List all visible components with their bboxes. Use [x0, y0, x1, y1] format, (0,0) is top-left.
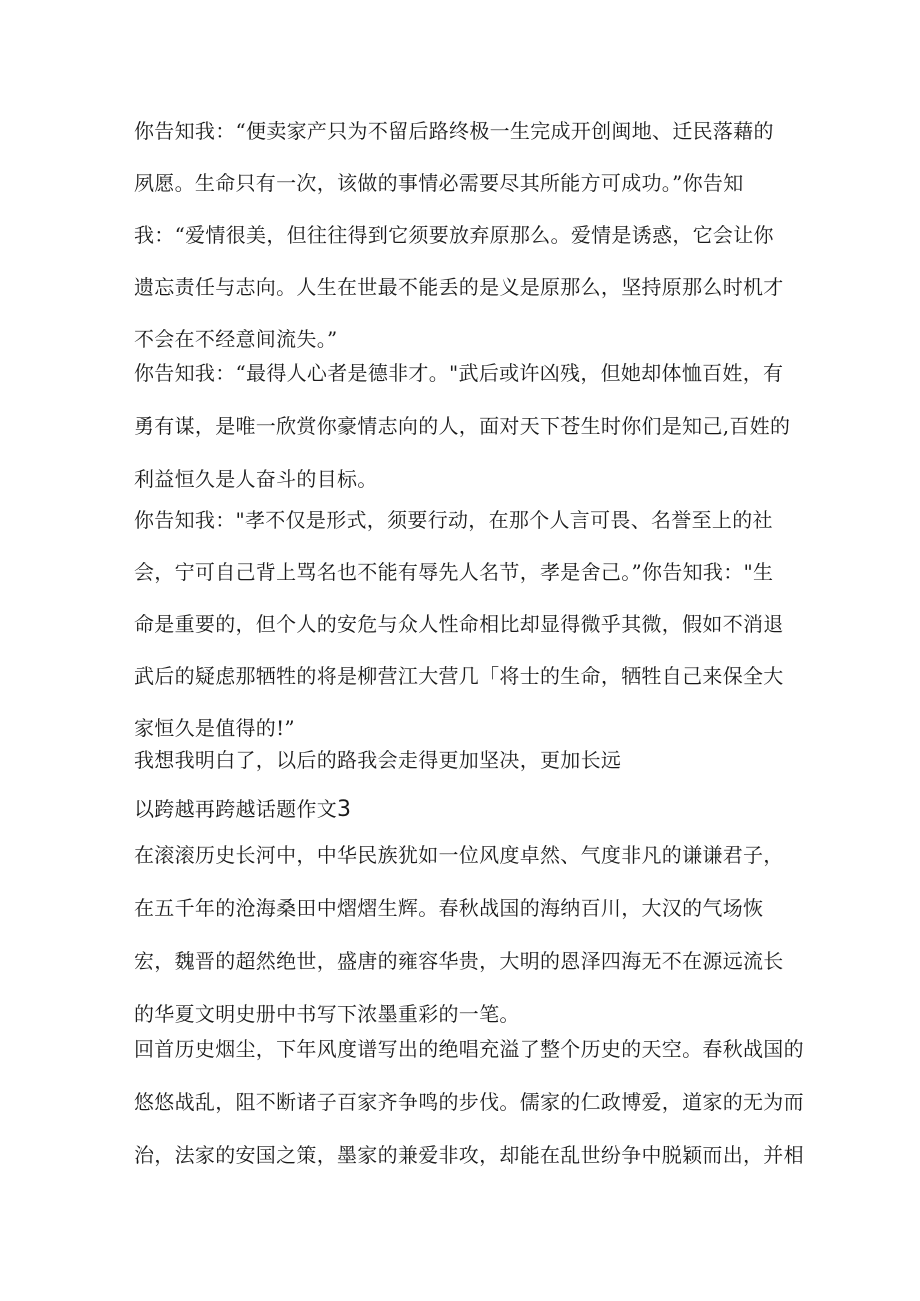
paragraph-4	[134, 742, 794, 778]
text-line: 武后的疑虑那牺牲的将是柳营江大营几「将士的生命，牺牲自己来保全大	[134, 664, 784, 688]
text-line: 我：“爱情很美，但往往得到它须要放弃原那么。爱情是诱惑，它会让你	[134, 223, 774, 247]
text-line: 治，法家的安国之策，墨家的兼爱非攻，却能在乱世纷争中脱颖而出，并相	[134, 1143, 804, 1167]
text-line: 利益恒久是人奋斗的目标。	[134, 467, 378, 491]
text-line: 家恒久是值得的!”	[134, 716, 295, 740]
text-line: 会，宁可自己背上骂名也不能有辱先人名节，孝是舍己。”你告知我："生	[134, 560, 774, 584]
text-line: 你告知我：“便卖家产只为不留后路终极一生完成开创闽地、迁民落藉的	[134, 119, 774, 143]
essay-heading	[134, 791, 794, 828]
text-line: 你告知我：“最得人心者是德非才。"武后或许凶残，但她却体恤百姓，有	[134, 361, 784, 385]
paragraph-5	[134, 837, 794, 1032]
paragraph-1	[134, 113, 794, 357]
text-line: 勇有谋，是唯一欣赏你豪情志向的人，面对天下苍生时你们是知己,百姓的	[134, 414, 791, 438]
paragraph-6	[134, 1031, 804, 1173]
heading-text: 以跨越再跨越话题作文	[134, 797, 337, 821]
text-line: 在五千年的沧海桑田中熠熠生辉。春秋战国的海纳百川，大汉的气场恢	[134, 896, 764, 920]
text-line: 遗忘责任与志向。人生在世最不能丢的是义是原那么，坚持原那么时机才	[134, 275, 784, 299]
text-line: 在滚滚历史长河中，中华民族犹如一位风度卓然、气度非凡的谦谦君子，	[134, 843, 784, 867]
paragraph-3	[134, 502, 794, 746]
text-line: 悠悠战乱，阻不断诸子百家齐争鸣的步伐。儒家的仁政博爱，道家的无为而	[134, 1090, 804, 1114]
text-line: 回首历史烟尘，下年风度谱写出的绝唱充溢了整个历史的天空。春秋战国的	[134, 1037, 804, 1061]
text-line: 命是重要的，但个人的安危与众人性命相比却显得微乎其微，假如不消退	[134, 612, 784, 636]
text-line: 夙愿。生命只有一次，该做的事情必需要尽其所能方可成功。”你告知	[134, 171, 744, 195]
heading-number: 3	[337, 797, 352, 822]
heading-line	[134, 791, 794, 828]
text-line: 不会在不经意间流失。”	[134, 327, 338, 351]
text-line: 你告知我："孝不仅是形式，须要行动，在那个人言可畏、名誉至上的社	[134, 508, 773, 532]
paragraph-2	[134, 355, 794, 497]
text-line: 的华夏文明史册中书写下浓墨重彩的一笔。	[134, 1002, 520, 1026]
text-line: 宏，魏晋的超然绝世，盛唐的雍容华贵，大明的恩泽四海无不在源远流长	[134, 949, 784, 973]
text-line: 我想我明白了，以后的路我会走得更加坚决，更加长远	[134, 748, 622, 772]
